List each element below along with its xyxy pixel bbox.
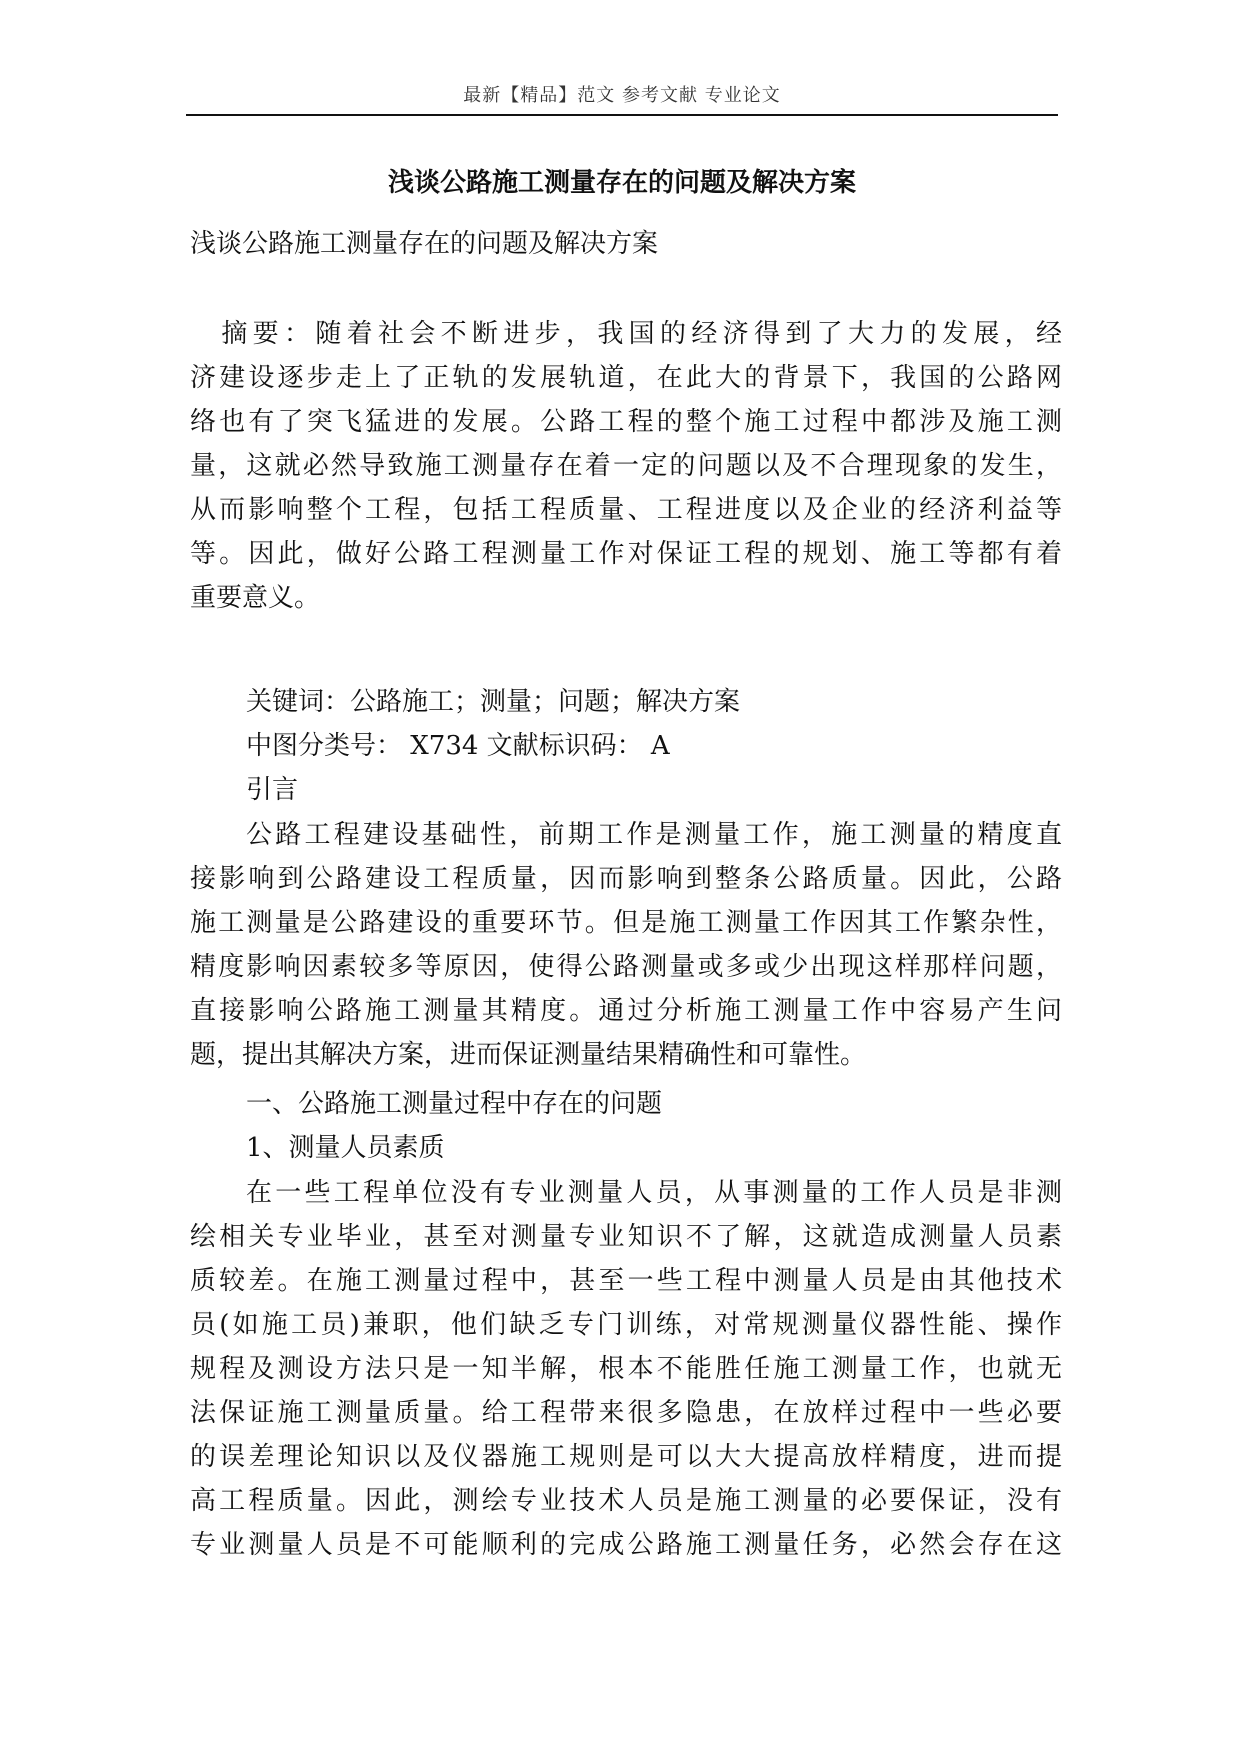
document-title: 浅谈公路施工测量存在的问题及解决方案: [387, 168, 856, 198]
header-divider: [186, 114, 1058, 116]
intro-heading: 引言: [246, 775, 299, 805]
section-line: 的误差理论知识以及仪器施工规则是可以大大提高放样精度，进而提: [190, 1442, 1062, 1472]
intro-line: 施工测量是公路建设的重要环节。但是施工测量工作因其工作繁杂性，: [190, 908, 1062, 938]
document-subtitle: 浅谈公路施工测量存在的问题及解决方案: [190, 229, 659, 259]
abstract-line: 济建设逐步走上了正轨的发展轨道，在此大的背景下，我国的公路网: [190, 363, 1062, 393]
section-line: 专业测量人员是不可能顺利的完成公路施工测量任务，必然会存在这: [190, 1530, 1062, 1560]
classification-line: 中图分类号： X734 文献标识码： A: [246, 731, 670, 761]
section-heading: 一、公路施工测量过程中存在的问题: [246, 1089, 663, 1119]
intro-line: 题，提出其解决方案，进而保证测量结果精确性和可靠性。: [190, 1040, 867, 1070]
abstract-line: 络也有了突飞猛进的发展。公路工程的整个施工过程中都涉及施工测: [190, 407, 1062, 437]
section-line: 法保证施工测量质量。给工程带来很多隐患，在放样过程中一些必要: [190, 1398, 1062, 1428]
intro-paragraph: [190, 813, 1062, 1077]
section-line: 规程及测设方法只是一知半解，根本不能胜任施工测量工作，也就无: [190, 1354, 1062, 1384]
section-line: 在一些工程单位没有专业测量人员，从事测量的工作人员是非测: [246, 1178, 1062, 1208]
intro-line: 接影响到公路建设工程质量，因而影响到整条公路质量。因此，公路: [190, 864, 1062, 894]
section-line: 绘相关专业毕业，甚至对测量专业知识不了解，这就造成测量人员素: [190, 1222, 1062, 1252]
keywords-line: 关键词：公路施工；测量；问题；解决方案: [246, 687, 741, 717]
page-header: 最新【精品】范文 参考文献 专业论文: [463, 85, 781, 106]
abstract-line: 摘要：随着社会不断进步，我国的经济得到了大力的发展，经: [190, 319, 1062, 349]
section-line: 质较差。在施工测量过程中，甚至一些工程中测量人员是由其他技术: [190, 1266, 1062, 1296]
abstract-line: 重要意义。: [190, 583, 321, 613]
section-line: 高工程质量。因此，测绘专业技术人员是施工测量的必要保证，没有: [190, 1486, 1062, 1516]
abstract-paragraph: [190, 312, 1062, 620]
subsection-heading: 1、测量人员素质: [246, 1133, 445, 1163]
intro-line: 直接影响公路施工测量其精度。通过分析施工测量工作中容易产生问: [190, 996, 1062, 1026]
abstract-line: 从而影响整个工程，包括工程质量、工程进度以及企业的经济利益等: [190, 495, 1062, 525]
section-line: 员(如施工员)兼职，他们缺乏专门训练，对常规测量仪器性能、操作: [190, 1310, 1062, 1340]
section-paragraph: [190, 1171, 1062, 1567]
intro-line: 精度影响因素较多等原因，使得公路测量或多或少出现这样那样问题，: [190, 952, 1062, 982]
intro-line: 公路工程建设基础性，前期工作是测量工作，施工测量的精度直: [246, 820, 1062, 850]
abstract-line: 量，这就必然导致施工测量存在着一定的问题以及不合理现象的发生，: [190, 451, 1062, 481]
abstract-line: 等。因此，做好公路工程测量工作对保证工程的规划、施工等都有着: [190, 539, 1062, 569]
